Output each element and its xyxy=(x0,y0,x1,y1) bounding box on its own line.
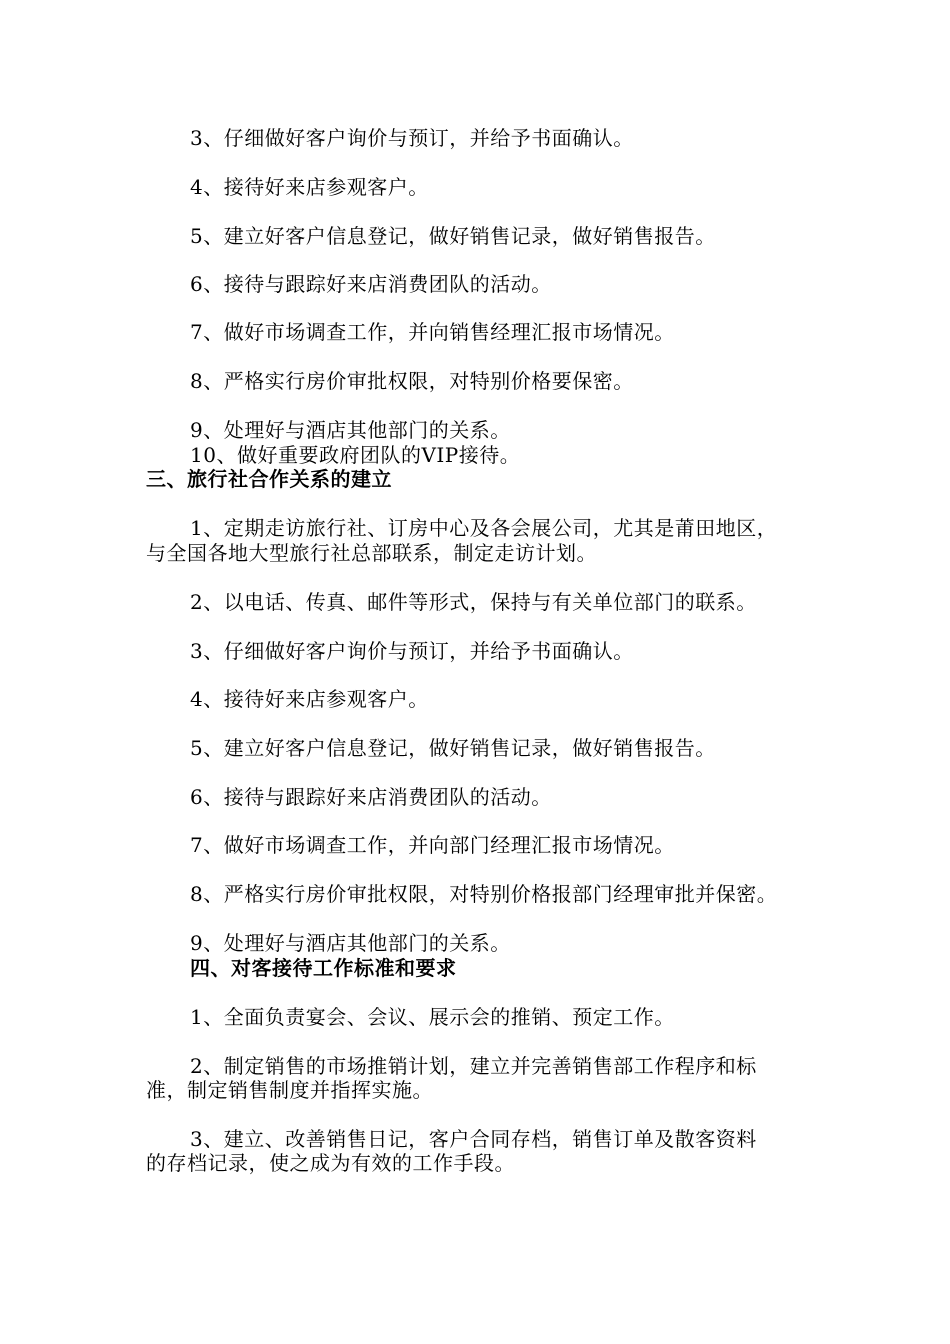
list-item: 6、接待与跟踪好来店消费团队的活动。 xyxy=(190,272,552,296)
list-item: 9、处理好与酒店其他部门的关系。 xyxy=(190,418,511,442)
list-item: 1、全面负责宴会、会议、展示会的推销、预定工作。 xyxy=(190,1005,675,1029)
section-heading: 四、对客接待工作标准和要求 xyxy=(190,956,457,980)
section-heading: 三、旅行社合作关系的建立 xyxy=(146,467,392,491)
list-item: 8、严格实行房价审批权限，对特别价格要保密。 xyxy=(190,369,634,393)
list-item: 4、接待好来店参观客户。 xyxy=(190,687,429,711)
list-item: 5、建立好客户信息登记，做好销售记录，做好销售报告。 xyxy=(190,736,716,760)
list-item: 6、接待与跟踪好来店消费团队的活动。 xyxy=(190,785,552,809)
list-item: 7、做好市场调查工作，并向销售经理汇报市场情况。 xyxy=(190,320,675,344)
list-item: 9、处理好与酒店其他部门的关系。 xyxy=(190,931,511,955)
paragraph-line: 3、建立、改善销售日记，客户合同存档，销售订单及散客资料 xyxy=(190,1127,757,1151)
paragraph-line: 与全国各地大型旅行社总部联系，制定走访计划。 xyxy=(146,541,597,565)
paragraph-line: 1、定期走访旅行社、订房中心及各会展公司，尤其是莆田地区， xyxy=(190,516,778,540)
list-item: 3、仔细做好客户询价与预订，并给予书面确认。 xyxy=(190,639,634,663)
paragraph-line: 准，制定销售制度并指挥实施。 xyxy=(146,1078,433,1102)
list-item: 7、做好市场调查工作，并向部门经理汇报市场情况。 xyxy=(190,833,675,857)
list-item: 2、以电话、传真、邮件等形式，保持与有关单位部门的联系。 xyxy=(190,590,757,614)
paragraph-line: 2、制定销售的市场推销计划，建立并完善销售部工作程序和标 xyxy=(190,1054,757,1078)
list-item: 4、接待好来店参观客户。 xyxy=(190,175,429,199)
list-item: 10、做好重要政府团队的VIP接待。 xyxy=(190,443,521,467)
list-item: 3、仔细做好客户询价与预订，并给予书面确认。 xyxy=(190,126,634,150)
list-item: 5、建立好客户信息登记，做好销售记录，做好销售报告。 xyxy=(190,224,716,248)
paragraph-line: 的存档记录，使之成为有效的工作手段。 xyxy=(146,1151,515,1175)
list-item: 8、严格实行房价审批权限，对特别价格报部门经理审批并保密。 xyxy=(190,882,778,906)
